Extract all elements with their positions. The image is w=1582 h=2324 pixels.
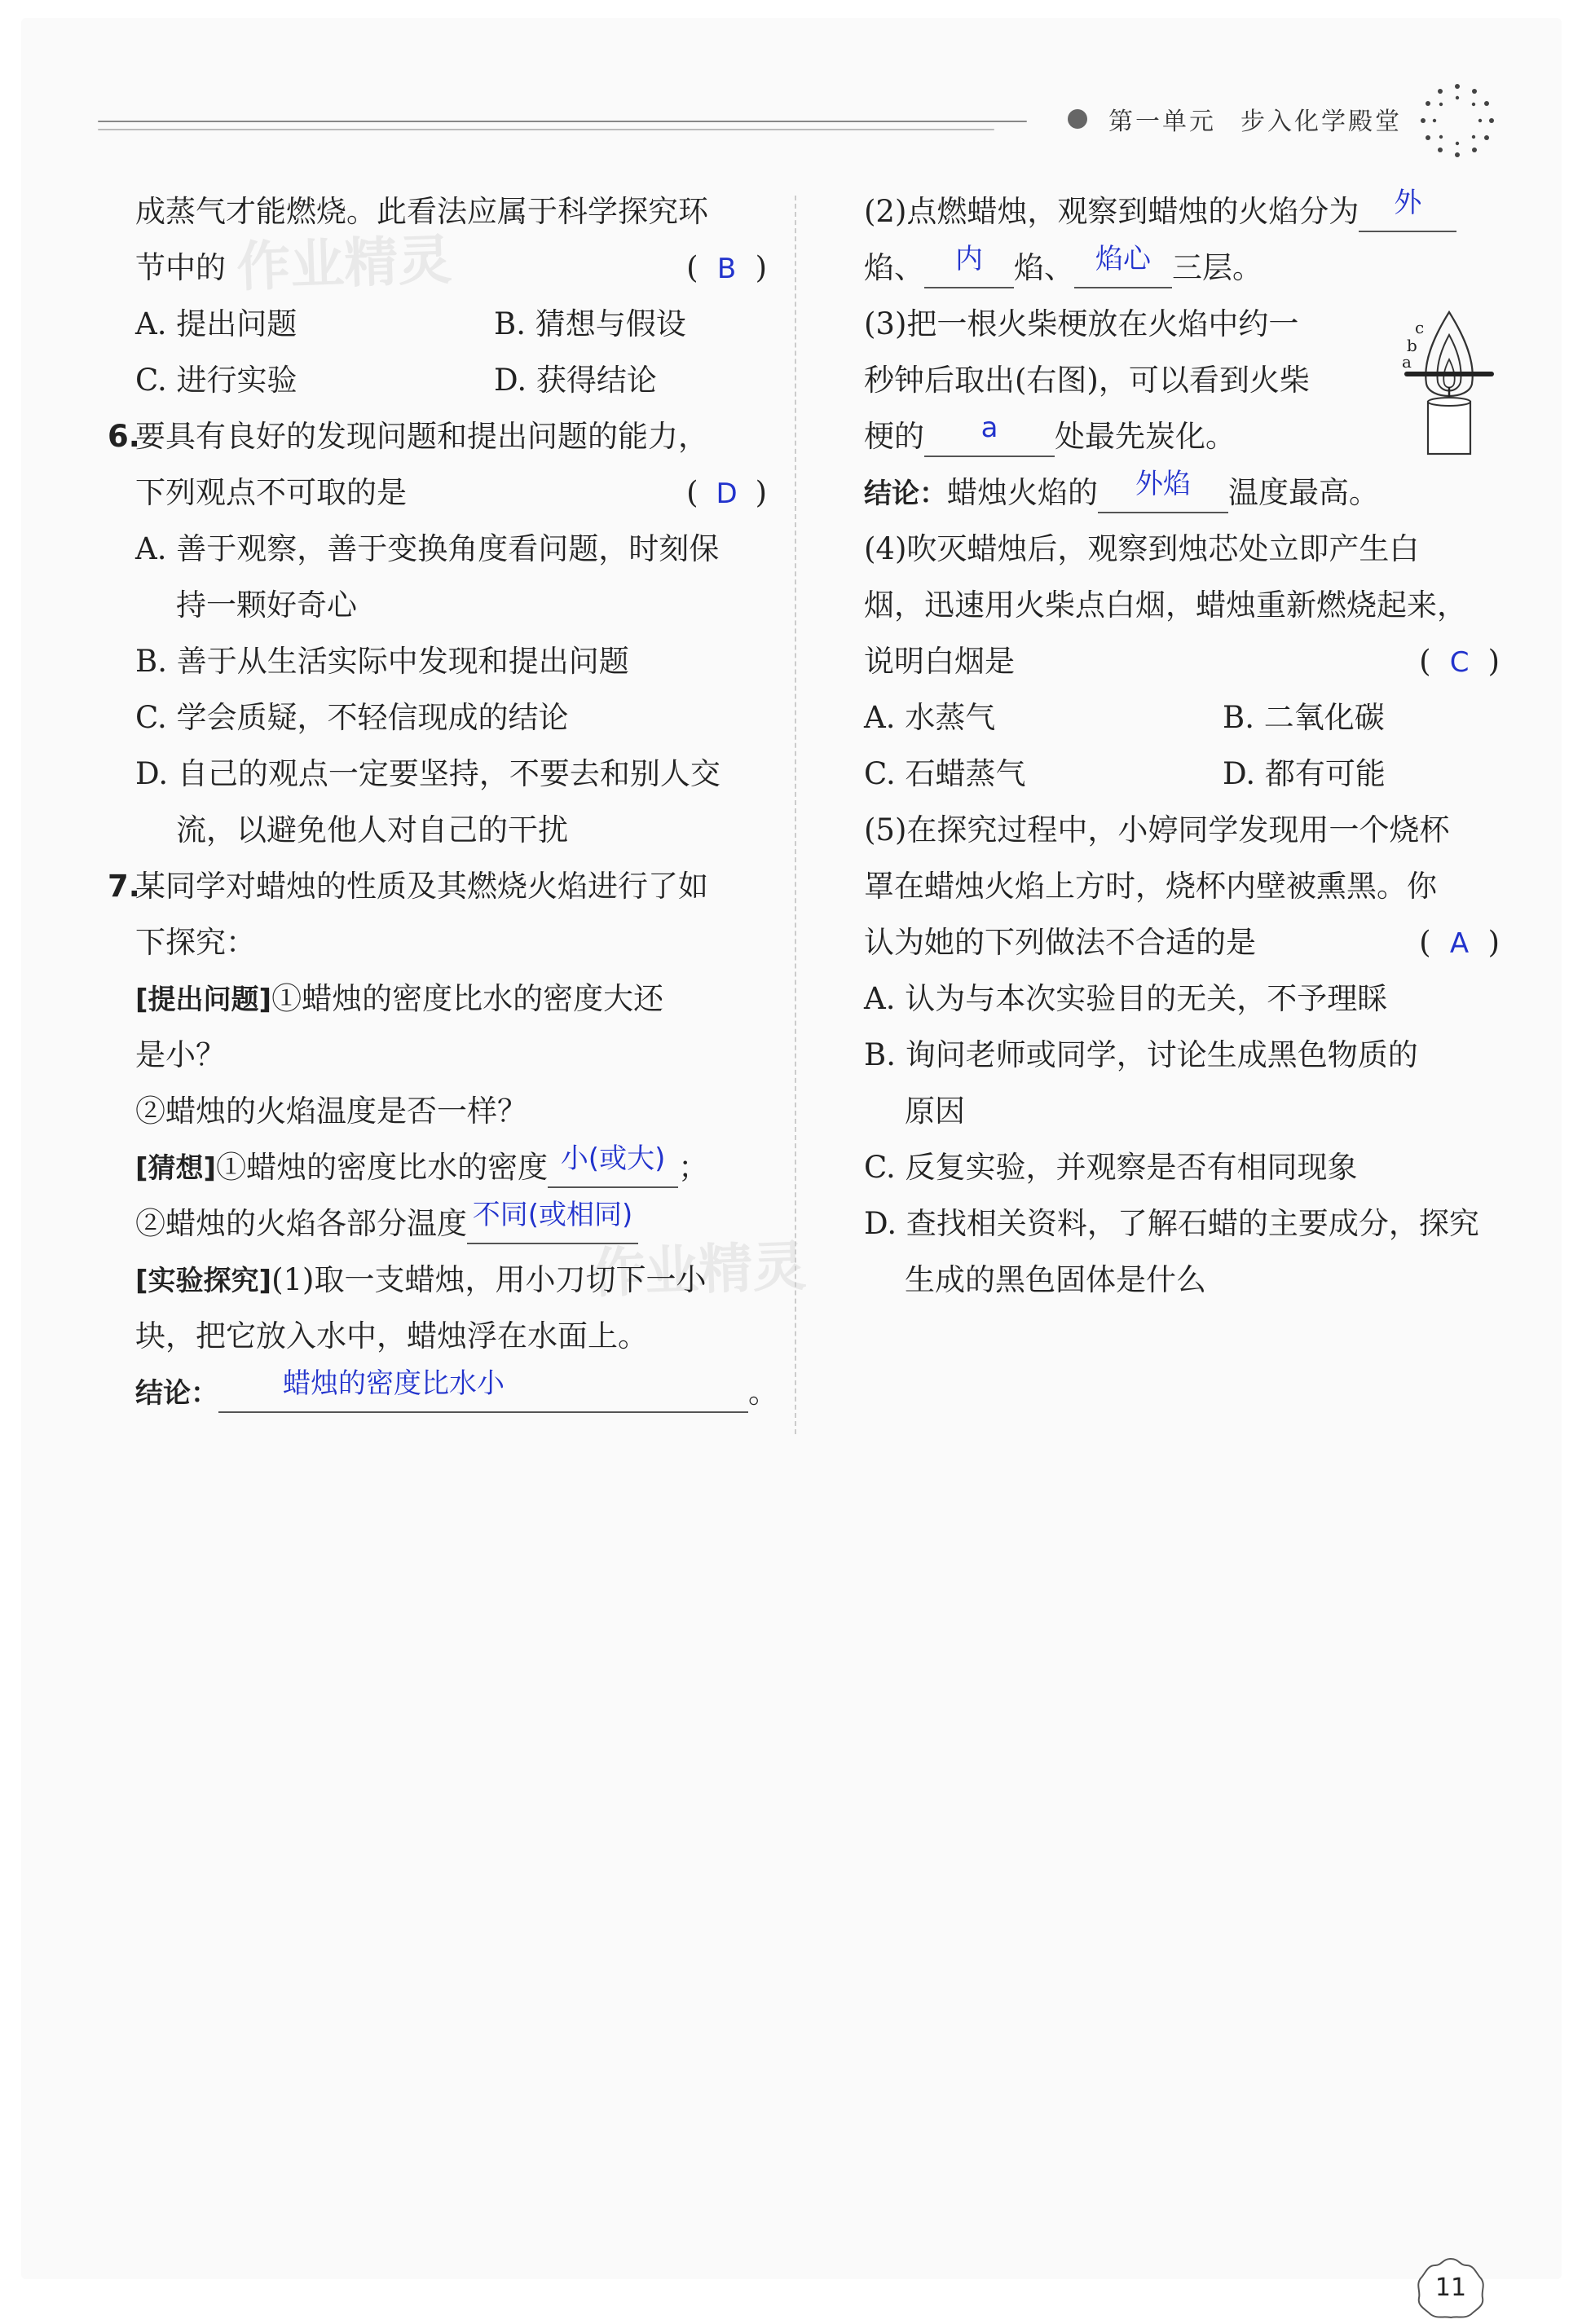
option-d-cont: 生成的黑色固体是什么 [905, 1262, 1206, 1297]
answer-blank [924, 412, 1055, 457]
answer-text: C [1449, 646, 1470, 679]
option-b: B. 二氧化碳 [1223, 700, 1385, 735]
option-c: C. 学会质疑，不轻信现成的结论 [135, 700, 569, 735]
question-line [135, 1195, 767, 1252]
question-line [864, 914, 1500, 971]
option-c: C. 进行实验 [135, 363, 297, 398]
answer-paren: ( C ) [1419, 633, 1500, 691]
question-text: 说明白烟是 [864, 644, 1015, 679]
page-number [1414, 2256, 1487, 2324]
question-text: 焰、 [864, 250, 924, 285]
question-7 [108, 858, 767, 914]
question-text: 三层。 [1172, 250, 1263, 285]
question-line [135, 464, 767, 521]
question-line [135, 971, 767, 1027]
conclusion-label: 结论： [135, 1377, 218, 1410]
question-text: 秒钟后取出(右图)，可以看到火柴 [864, 363, 1310, 398]
question-text: 成蒸气才能燃烧。此看法应属于科学探究环 [135, 194, 708, 229]
option-d: D. 自己的观点一定要坚持，不要去和别人交 [135, 756, 720, 791]
label-b: b [1407, 336, 1417, 355]
option-b: B. 善于从生活实际中发现和提出问题 [135, 644, 629, 679]
label-c: c [1415, 318, 1425, 337]
option-c: C. 反复实验，并观察是否有相同现象 [864, 1150, 1358, 1185]
option-a: A. 提出问题 [135, 306, 297, 341]
question-text: (1)取一支蜡烛，用小刀切下一小 [271, 1262, 707, 1297]
section-label: [实验探究] [135, 1265, 272, 1297]
answer-paren: ( D ) [686, 464, 767, 522]
answer-text: 焰心 [1095, 243, 1151, 275]
question-text: ②蜡烛的火焰各部分温度 [135, 1206, 467, 1241]
question-text: ①蜡烛的密度比水的密度大还 [271, 981, 664, 1016]
question-line [135, 1364, 778, 1420]
question-line [135, 1139, 767, 1195]
answer-blank [924, 244, 1014, 288]
page-header [98, 96, 1500, 145]
header-dotted-circle-icon [1417, 80, 1498, 161]
answer-text: 外焰 [1135, 468, 1191, 500]
answer-blank [1359, 187, 1456, 232]
question-text: 梗的 [864, 419, 924, 454]
option-d: D. 查找相关资料，了解石蜡的主要成分，探究 [864, 1206, 1479, 1241]
answer-text: a [980, 412, 998, 444]
answer-text: A [1449, 927, 1470, 960]
option-d-cont: 流，以避免他人对自己的干扰 [176, 812, 568, 847]
question-text: (5)在探究过程中，小婷同学发现用一个烧杯 [864, 812, 1450, 847]
question-line [135, 1252, 767, 1308]
question-text: 节中的 [135, 250, 226, 285]
answer-text: 外 [1394, 187, 1422, 219]
question-text: (2)点燃蜡烛，观察到蜡烛的火焰分为 [864, 194, 1359, 229]
question-text: 是小？ [135, 1037, 226, 1072]
question-text: 某同学对蜡烛的性质及其燃烧火焰进行了如 [135, 869, 708, 904]
question-6 [108, 408, 767, 464]
option-c: C. 石蜡蒸气 [864, 756, 1026, 791]
question-text: 要具有良好的发现问题和提出问题的能力， [135, 419, 708, 454]
question-number: 7. [108, 869, 140, 904]
column-divider [795, 196, 796, 1434]
question-line [864, 240, 1500, 296]
answer-paren: ( A ) [1419, 914, 1500, 972]
candle-flame-figure [1400, 306, 1498, 460]
option-a: A. 善于观察，善于变换角度看问题，时刻保 [135, 531, 720, 566]
page-number-text: 11 [1434, 2273, 1467, 2302]
question-text: 罩在蜡烛火焰上方时，烧杯内壁被熏黑。你 [864, 869, 1437, 904]
punctuation: ； [678, 1150, 709, 1185]
header-rule [98, 129, 994, 130]
question-text: (3)把一根火柴梗放在火焰中约一 [864, 306, 1299, 341]
answer-text: B [716, 253, 737, 285]
option-row [864, 689, 1500, 746]
answer-text: 不同(或相同) [472, 1199, 633, 1231]
answer-text: D [716, 478, 738, 510]
section-label: [提出问题] [135, 984, 272, 1016]
header-bullet-icon [1068, 109, 1087, 129]
header-rule [98, 121, 1027, 122]
answer-paren: ( B ) [686, 240, 767, 297]
answer-text: 蜡烛的密度比水小 [283, 1367, 505, 1400]
option-a: A. 水蒸气 [864, 700, 996, 735]
question-text: 下探究： [135, 925, 256, 960]
option-b: B. 猜想与假设 [494, 306, 686, 341]
question-line [864, 633, 1500, 689]
left-column [108, 183, 778, 1420]
option-d: D. 都有可能 [1223, 756, 1386, 791]
question-line [864, 183, 1500, 240]
question-text: 蜡烛火焰的 [947, 475, 1098, 510]
question-text: 下列观点不可取的是 [135, 475, 407, 510]
option-row [864, 746, 1500, 802]
option-a: A. 认为与本次实验目的无关，不予理睬 [864, 981, 1388, 1016]
question-text: 烟，迅速用火柴点白烟，蜡烛重新燃烧起来， [864, 588, 1467, 623]
option-row [135, 352, 767, 408]
answer-text: 内 [955, 243, 983, 275]
question-text: 认为她的下列做法不合适的是 [864, 925, 1256, 960]
header-text [1108, 101, 1426, 137]
option-row [135, 296, 767, 352]
punctuation: 。 [748, 1375, 778, 1410]
question-number: 6. [108, 419, 140, 454]
option-a-cont: 持一颗好奇心 [176, 588, 357, 623]
answer-blank [218, 1368, 748, 1413]
question-text: 温度最高。 [1228, 475, 1379, 510]
option-b-cont: 原因 [905, 1094, 965, 1129]
question-text: ①蜡烛的密度比水的密度 [216, 1150, 549, 1185]
answer-blank [467, 1199, 638, 1244]
option-d: D. 获得结论 [494, 363, 657, 398]
header-unit: 第一单元 [1108, 108, 1216, 136]
section-label: [猜想] [135, 1152, 217, 1185]
answer-blank [1074, 244, 1172, 288]
answer-blank [548, 1143, 678, 1188]
question-text: ②蜡烛的火焰温度是否一样？ [135, 1094, 527, 1129]
conclusion-label: 结论： [864, 478, 947, 510]
label-a: a [1402, 352, 1412, 372]
answer-text: 小(或大) [560, 1142, 666, 1175]
question-text: 焰、 [1014, 250, 1074, 285]
answer-blank [1098, 469, 1228, 513]
header-title: 步入化学殿堂 [1240, 108, 1402, 136]
option-b: B. 询问老师或同学，讨论生成黑色物质的 [864, 1037, 1418, 1072]
question-line [135, 240, 767, 296]
question-text: (4)吹灭蜡烛后，观察到烛芯处立即产生白 [864, 531, 1420, 566]
question-text: 处最先炭化。 [1055, 419, 1236, 454]
question-line [864, 464, 1500, 521]
question-text: 块，把它放入水中，蜡烛浮在水面上。 [135, 1318, 648, 1353]
